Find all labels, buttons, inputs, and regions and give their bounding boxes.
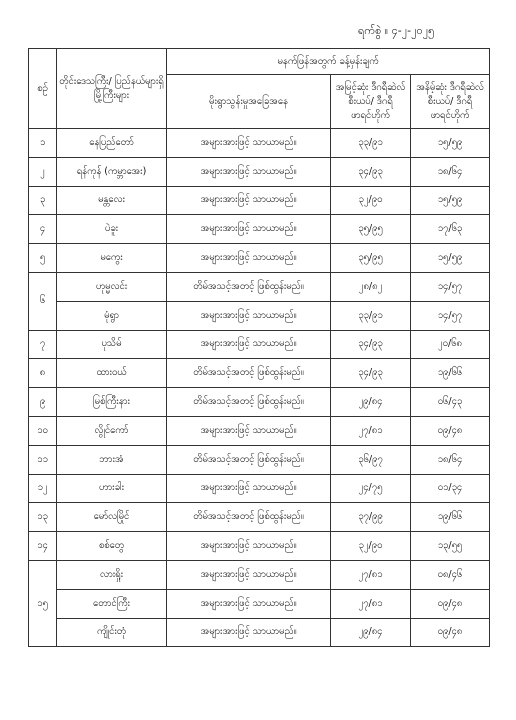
table-row [29, 445, 490, 474]
table-row [29, 560, 490, 589]
min-temp-cell: ၁၅/၅၉ [411, 244, 490, 273]
row-number: ၁၀ [29, 416, 57, 445]
min-temp-cell: ၀၉/၄၈ [411, 589, 490, 618]
table-row [29, 272, 490, 301]
table-row [29, 186, 490, 215]
header-no: စဉ် [29, 49, 57, 129]
forecast-cell: အများအားဖြင့် သာယာမည်။ [167, 560, 331, 589]
max-temp-cell: ၂၈/၈၂ [331, 272, 411, 301]
min-temp-cell: ၁၅/၅၉ [411, 129, 490, 158]
table-row [29, 589, 490, 618]
max-temp-cell: ၃၄/၉၃ [331, 330, 411, 359]
row-number: ၅ [29, 244, 57, 273]
table-row [29, 157, 490, 186]
max-temp-cell: ၃၇/၉၉ [331, 503, 411, 532]
row-number: ၂ [29, 157, 57, 186]
forecast-cell: အများအားဖြင့် သာယာမည်။ [167, 301, 331, 330]
min-temp-cell: ၁၉/၆၆ [411, 359, 490, 388]
max-temp-cell: ၃၄/၉၃ [331, 359, 411, 388]
forecast-cell: အများအားဖြင့် သာယာမည်။ [167, 215, 331, 244]
table-row [29, 532, 490, 561]
city-name: ရန်ကုန် (ကမ္ဘာအေး) [57, 157, 167, 186]
min-temp-cell: ၁၃/၅၅ [411, 532, 490, 561]
row-number: ၁၅ [29, 560, 57, 646]
max-temp-cell: ၃၂/၉၀ [331, 186, 411, 215]
header-group: မနက်ဖြန်အတွက် ခန့်မှန်းချက် [167, 49, 490, 75]
header-min-temp: အနိမ့်ဆုံး ဒီဂရီဆဲလ်စီးယပ်/ ဒီဂရီဖာရင်ဟိုက် [411, 75, 490, 129]
table-row [29, 301, 490, 330]
row-number: ၆ [29, 272, 57, 330]
min-temp-cell: ၁၅/၅၉ [411, 186, 490, 215]
max-temp-cell: ၂၇/၈၁ [331, 560, 411, 589]
max-temp-cell: ၃၂/၉၀ [331, 532, 411, 561]
row-number: ၈ [29, 359, 57, 388]
max-temp-cell: ၃၃/၉၁ [331, 129, 411, 158]
city-name: ဟုမ္မလင်း [57, 272, 167, 301]
row-number: ၁၄ [29, 532, 57, 561]
forecast-cell: အများအားဖြင့် သာယာမည်။ [167, 532, 331, 561]
report-date: ရက်စွဲ ။ ၄-၂-၂၀၂၅ [358, 24, 435, 37]
row-number: ၁၃ [29, 503, 57, 532]
row-number: ၃ [29, 186, 57, 215]
city-name: ဘားအံ [57, 445, 167, 474]
forecast-cell: တိမ်အသင့်အတင့် ဖြစ်ထွန်းမည်။ [167, 272, 331, 301]
table-row [29, 503, 490, 532]
max-temp-cell: ၃၅/၉၅ [331, 244, 411, 273]
forecast-cell: အများအားဖြင့် သာယာမည်။ [167, 474, 331, 503]
city-name: နေပြည်တော် [57, 129, 167, 158]
min-temp-cell: ၀၈/၄၆ [411, 560, 490, 589]
max-temp-cell: ၃၃/၉၁ [331, 301, 411, 330]
min-temp-cell: ၀၉/၄၈ [411, 416, 490, 445]
city-name: ကျိုင်းတုံ [57, 618, 167, 647]
forecast-cell: တိမ်အသင့်အတင့် ဖြစ်ထွန်းမည်။ [167, 359, 331, 388]
city-name: မြစ်ကြီးနား [57, 388, 167, 417]
city-name: ပုသိမ် [57, 330, 167, 359]
table-row [29, 330, 490, 359]
forecast-cell: အများအားဖြင့် သာယာမည်။ [167, 618, 331, 647]
table-row [29, 416, 490, 445]
table-row [29, 359, 490, 388]
row-number: ၁၂ [29, 474, 57, 503]
min-temp-cell: ၂၀/၆၈ [411, 330, 490, 359]
forecast-cell: တိမ်အသင့်အတင့် ဖြစ်ထွန်းမည်။ [167, 445, 331, 474]
forecast-cell: အများအားဖြင့် သာယာမည်။ [167, 416, 331, 445]
forecast-cell: အများအားဖြင့် သာယာမည်။ [167, 330, 331, 359]
min-temp-cell: ၀၆/၄၃ [411, 388, 490, 417]
forecast-cell: အများအားဖြင့် သာယာမည်။ [167, 129, 331, 158]
row-number: ၇ [29, 330, 57, 359]
city-name: လွိုင်ကော် [57, 416, 167, 445]
row-number: ၁ [29, 129, 57, 158]
max-temp-cell: ၂၄/၇၅ [331, 474, 411, 503]
min-temp-cell: ၀၁/၃၄ [411, 474, 490, 503]
row-number: ၉ [29, 388, 57, 417]
max-temp-cell: ၂၉/၈၄ [331, 618, 411, 647]
city-name: တောင်ကြီး [57, 589, 167, 618]
forecast-cell: တိမ်အသင့်အတင့် ဖြစ်ထွန်းမည်။ [167, 503, 331, 532]
city-name: ထားဝယ် [57, 359, 167, 388]
forecast-cell: အများအားဖြင့် သာယာမည်။ [167, 186, 331, 215]
max-temp-cell: ၂၇/၈၁ [331, 416, 411, 445]
max-temp-cell: ၂၇/၈၁ [331, 589, 411, 618]
table-row [29, 129, 490, 158]
forecast-table [28, 48, 490, 647]
min-temp-cell: ၁၇/၆၃ [411, 215, 490, 244]
max-temp-cell: ၃၅/၉၅ [331, 215, 411, 244]
city-name: လားရှိုး [57, 560, 167, 589]
forecast-cell: တိမ်အသင့်အတင့် ဖြစ်ထွန်းမည်။ [167, 388, 331, 417]
table-row [29, 474, 490, 503]
table-row [29, 388, 490, 417]
min-temp-cell: ၁၄/၅၇ [411, 301, 490, 330]
header-forecast: မိုးရွာသွန်းမှုအခြေအနေ [167, 75, 331, 129]
table-row [29, 244, 490, 273]
city-name: မော်လမြိုင် [57, 503, 167, 532]
table-row [29, 618, 490, 647]
min-temp-cell: ၀၉/၄၈ [411, 618, 490, 647]
city-name: မန္တလေး [57, 186, 167, 215]
row-number: ၁၁ [29, 445, 57, 474]
max-temp-cell: ၃၆/၉၇ [331, 445, 411, 474]
min-temp-cell: ၁၈/၆၄ [411, 157, 490, 186]
header-max-temp: အမြင့်ဆုံး ဒီဂရီဆဲလ်စီးယပ်/ ဒီဂရီဖာရင်ဟိုက် [331, 75, 411, 129]
forecast-cell: အများအားဖြင့် သာယာမည်။ [167, 244, 331, 273]
city-name: ဟားခါး [57, 474, 167, 503]
city-name: ပဲခူး [57, 215, 167, 244]
row-number: ၄ [29, 215, 57, 244]
max-temp-cell: ၂၉/၈၄ [331, 388, 411, 417]
min-temp-cell: ၁၉/၆၆ [411, 503, 490, 532]
city-name: မကွေး [57, 244, 167, 273]
forecast-cell: အများအားဖြင့် သာယာမည်။ [167, 589, 331, 618]
min-temp-cell: ၁၈/၆၄ [411, 445, 490, 474]
forecast-cell: အများအားဖြင့် သာယာမည်။ [167, 157, 331, 186]
city-name: စစ်တွေ [57, 532, 167, 561]
table-row [29, 215, 490, 244]
max-temp-cell: ၃၄/၉၃ [331, 157, 411, 186]
min-temp-cell: ၁၄/၅၇ [411, 272, 490, 301]
city-name: မုံရွာ [57, 301, 167, 330]
header-region: တိုင်းဒေသကြီး/ ပြည်နယ်များရှိ မြို့ကြီးများ [57, 49, 167, 129]
